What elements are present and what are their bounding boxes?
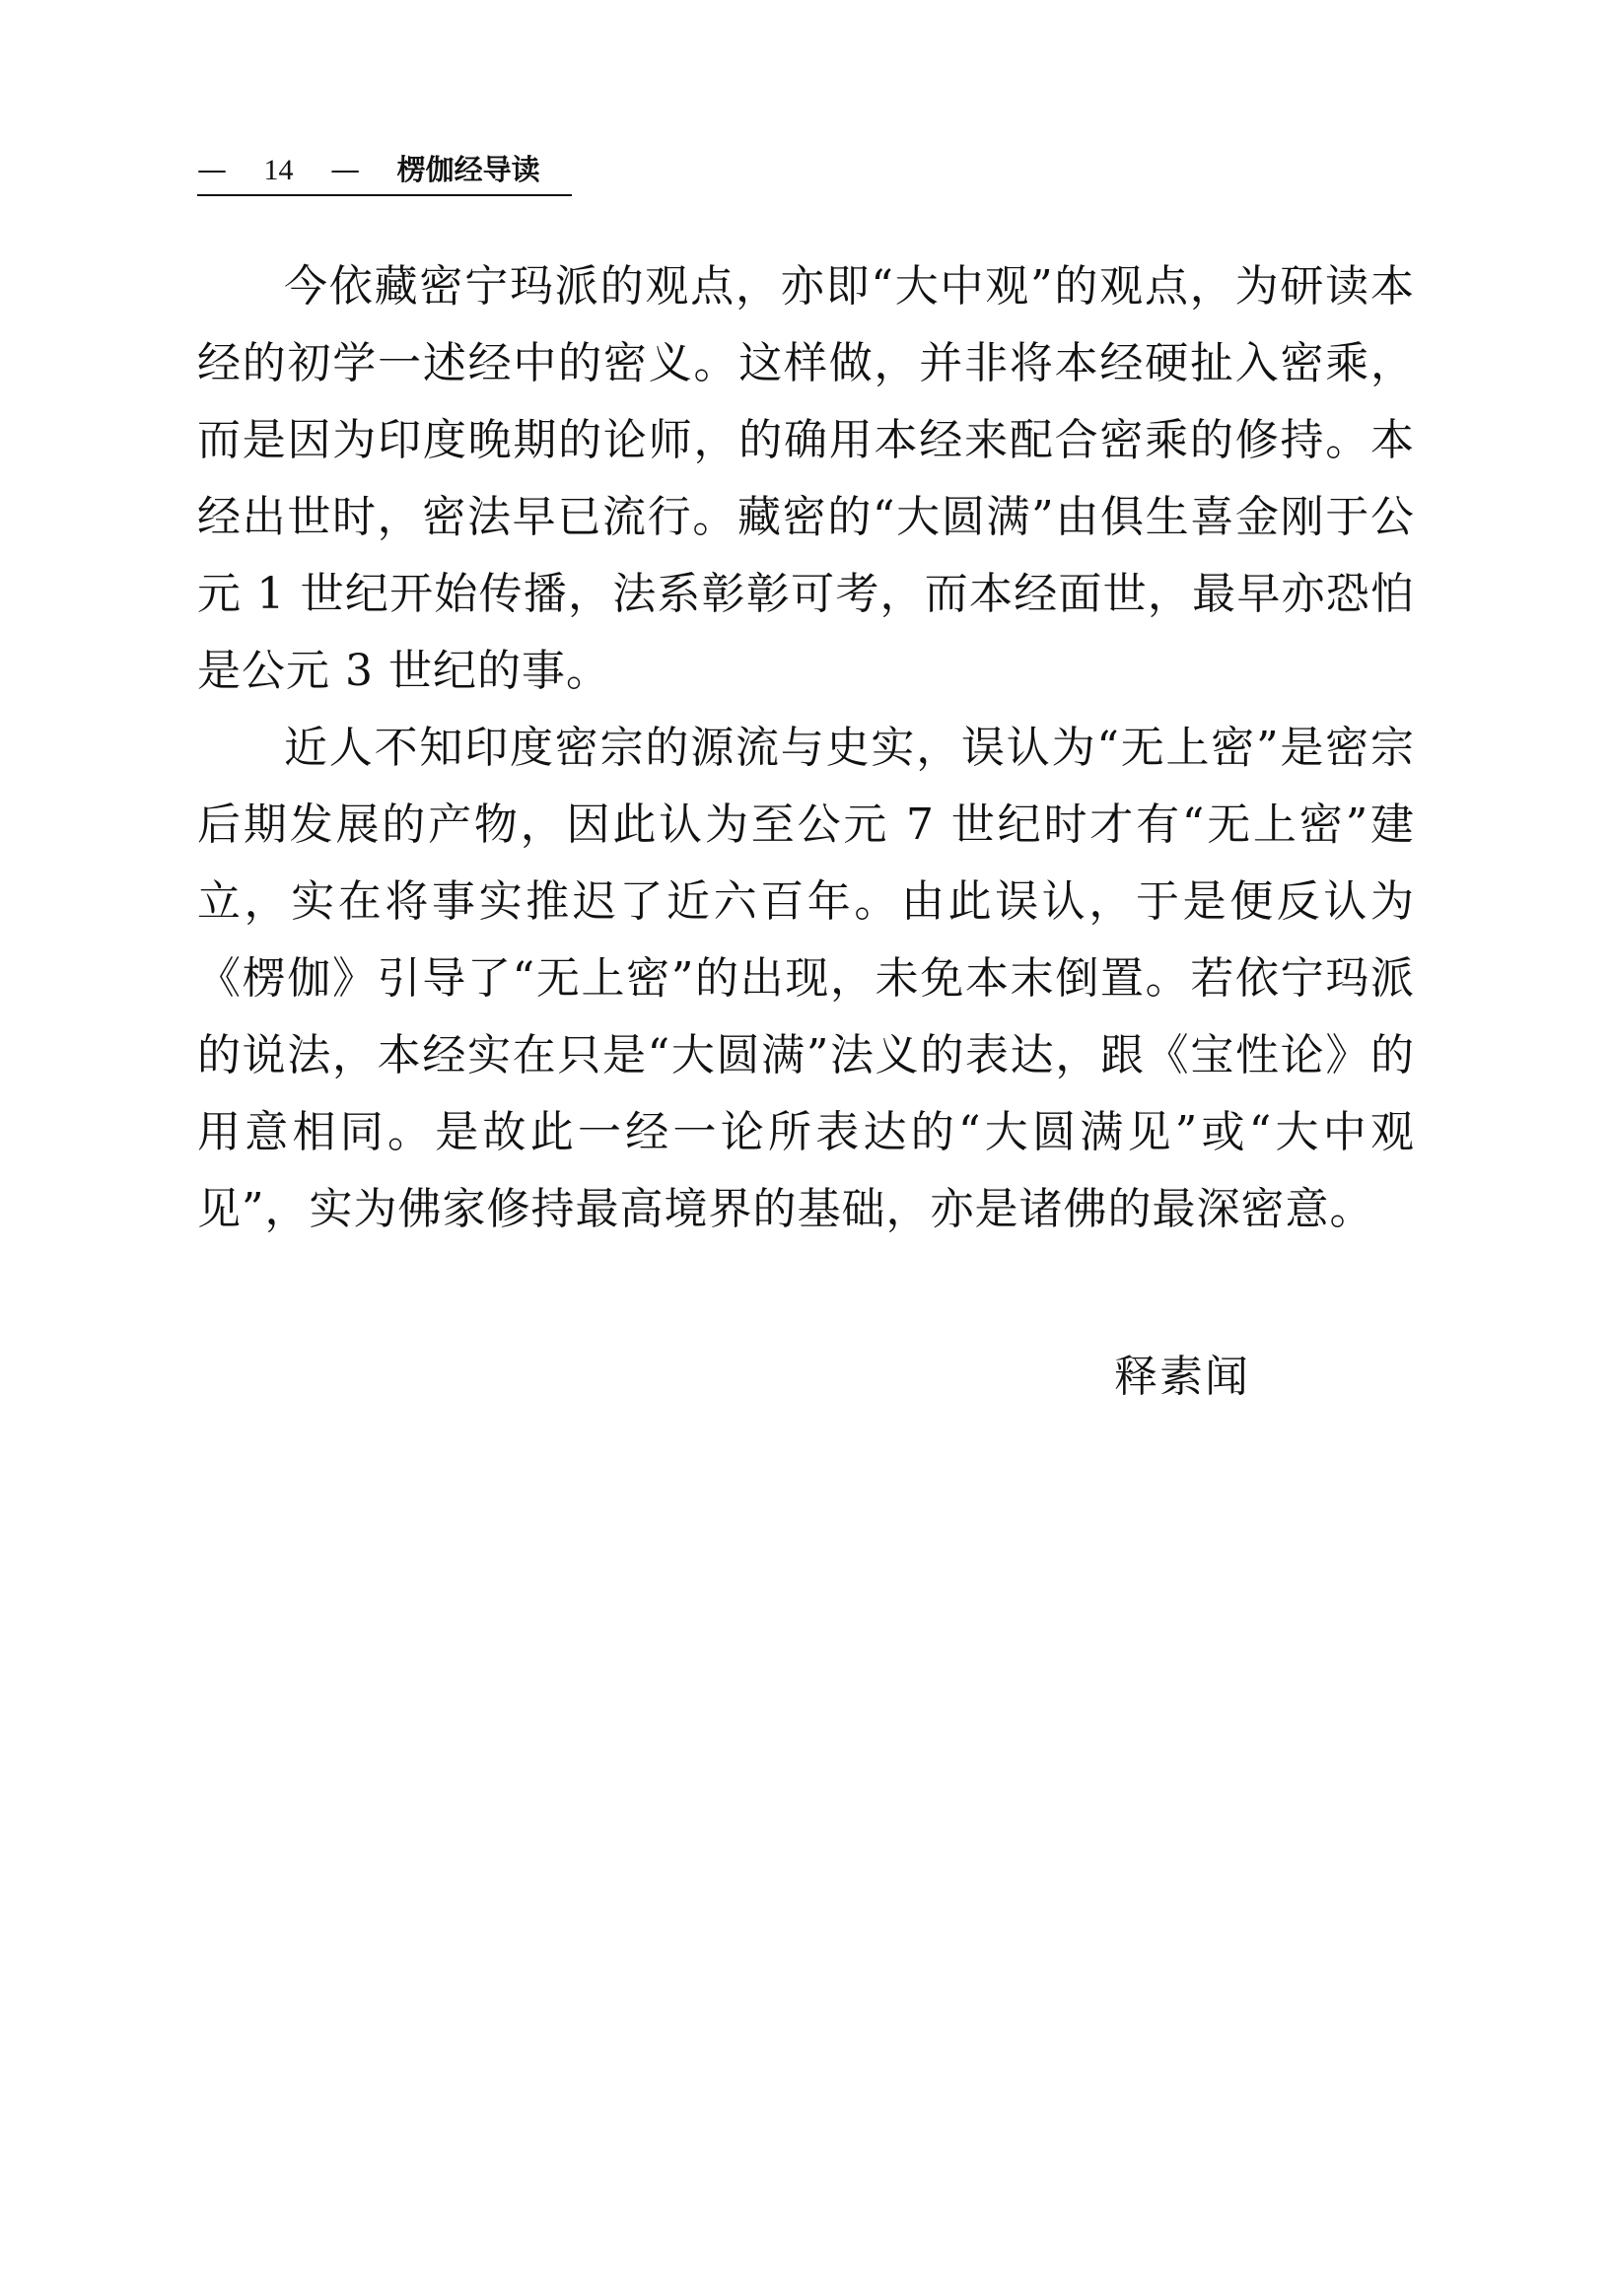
page-number: 14 — [263, 154, 294, 186]
body-text — [197, 248, 1415, 1248]
running-head-rule — [197, 194, 572, 196]
running-head-dash-left: — — [197, 153, 227, 187]
paragraph-1: 今依藏密宁玛派的观点，亦即“大中观”的观点，为研读本经的初学一述经中的密义。这样做，并非将本经硬扯入密乘，而是因为印度晚期的论师，的确用本经来配合密乘的修持。本经出世时，密法早已流行。藏密的“大圆满”由俱生喜金刚于公元 1 世纪开始传播，法系彰彰可考，而本经面世，最早亦恐怕是公元 3 世纪的事。 — [197, 261, 1415, 696]
running-head — [197, 146, 572, 193]
running-head-dash-right: — — [330, 153, 361, 187]
paragraph-2: 近人不知印度密宗的源流与史实，误认为“无上密”是密宗后期发展的产物，因此认为至公元 7 世纪时才有“无上密”建立，实在将事实推迟了近六百年。由此误认，于是便反认为《楞伽》引导了“无上密”的出现，未免本末倒置。若依宁玛派的说法，本经实在只是“大圆满”法义的表达，跟《宝性论》的用意相同。是故此一经一论所表达的“大圆满见”或“大中观见”，实为佛家修持最高境界的基础，亦是诸佛的最深密意。 — [197, 723, 1415, 1234]
book-title: 楞伽经导读 — [396, 153, 540, 186]
author-signature: 释素闻 — [1114, 1352, 1250, 1402]
